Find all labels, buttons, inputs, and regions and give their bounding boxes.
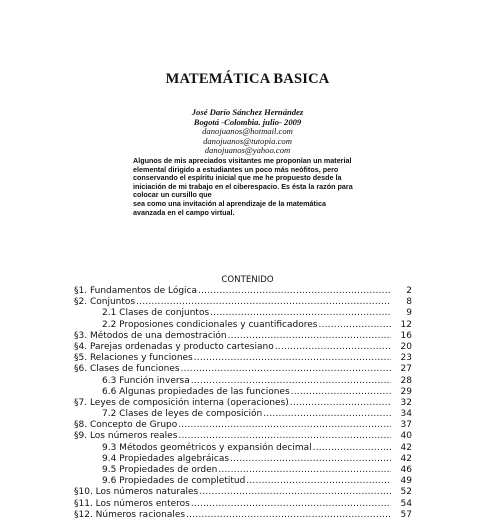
toc-entry-page: 8: [406, 297, 412, 308]
intro-paragraph: [133, 157, 377, 217]
toc-entry-page: 49: [400, 476, 412, 487]
toc-leader-dots: [210, 308, 391, 319]
toc-entry-label: §9. Los números reales: [74, 431, 178, 442]
toc-entry-label: §4. Parejas ordenadas y producto cartesiano: [74, 341, 274, 352]
toc-entry-label: §12. Números racionales: [74, 509, 186, 520]
toc-entry-label: §8. Concepto de Grupo: [74, 420, 178, 431]
toc-entry-page: 9: [406, 308, 412, 319]
toc-leader-dots: [136, 297, 391, 308]
toc-entry-page: 16: [400, 330, 412, 341]
toc-entry-page: 46: [400, 465, 412, 475]
toc-entry-label: §6. Clases de funciones: [74, 364, 180, 375]
toc-entry-page: 57: [400, 509, 412, 520]
toc-entry-label: §5. Relaciones y funciones: [74, 353, 193, 364]
toc-entry: [74, 286, 412, 297]
toc-entry-page: 2: [406, 286, 412, 296]
author-place-date: Bogotá -Colombia. julio- 2009: [193, 116, 302, 127]
intro-line: colocar un cursillo que: [133, 190, 212, 200]
toc-entry-page: 12: [400, 319, 412, 330]
intro-line: Algunos de mis apreciados visitantes me proponían un material: [133, 156, 352, 165]
toc-entry-page: 34: [400, 409, 412, 420]
toc-entry-page: 29: [400, 386, 412, 397]
toc-leader-dots: [191, 499, 391, 510]
intro-line: avanzada en el campo virtual.: [133, 207, 235, 217]
toc-entry-page: 42: [400, 442, 412, 453]
toc-entry-page: 42: [400, 453, 412, 464]
toc-entry: [74, 443, 412, 454]
toc-entry: [74, 320, 412, 331]
toc-entry-label: 9.5 Propiedades de orden: [102, 465, 218, 475]
toc-leader-dots: [198, 286, 391, 297]
toc-entry-page: 37: [400, 420, 412, 431]
toc-entry: [74, 308, 412, 319]
author-email: danojuanos@yahoo.com: [204, 145, 291, 156]
toc-entry: [74, 476, 412, 487]
toc-entry: [74, 420, 412, 431]
toc-leader-dots: [181, 364, 391, 375]
intro-line: conservando el espíritu inicial que me he propuesto desde la: [133, 173, 342, 183]
toc-entry-label: 9.4 Propiedades algebráicas: [102, 453, 230, 464]
toc-entry-label: 6.6 Algunas propiedades de las funciones: [102, 386, 290, 397]
toc-entry: [74, 465, 412, 476]
toc-heading: CONTENIDO: [221, 275, 274, 285]
toc-entry: [74, 510, 412, 521]
toc-entry-page: 20: [400, 341, 412, 352]
toc-entry: [74, 387, 412, 398]
toc-entry: [74, 409, 412, 420]
intro-line: sea como una invitación al aprendizaje de la matemática: [133, 198, 326, 208]
toc-entry: [74, 398, 412, 409]
author-block: [0, 108, 495, 156]
toc-leader-dots: [290, 398, 391, 409]
toc-entry-page: 27: [400, 364, 412, 375]
toc-entry-page: 40: [400, 431, 412, 442]
toc-leader-dots: [275, 342, 391, 353]
toc-leader-dots: [228, 331, 391, 342]
toc-entry-label: §1. Fundamentos de Lógica: [74, 286, 198, 296]
toc-leader-dots: [263, 409, 391, 420]
toc-entry: [74, 499, 412, 510]
author-email: danojuanos@tutopia.com: [203, 135, 292, 146]
toc-leader-dots: [194, 353, 391, 364]
toc-leader-dots: [178, 431, 391, 442]
author-email: danojuanos@hotmail.com: [202, 126, 293, 137]
toc-leader-dots: [199, 487, 391, 498]
toc-leader-dots: [218, 465, 391, 476]
toc-entry-label: 6.3 Función inversa: [102, 375, 190, 386]
toc-entry-label: §3. Métodos de una demostración: [74, 330, 227, 341]
toc-leader-dots: [230, 454, 391, 465]
toc-leader-dots: [313, 443, 391, 454]
toc-leader-dots: [318, 320, 391, 331]
toc-leader-dots: [291, 387, 391, 398]
toc-entry-page: 52: [400, 487, 412, 498]
toc-entry: [74, 353, 412, 364]
toc-entry: [74, 376, 412, 387]
toc-entry-label: 2.2 Proposiones condicionales y cuantificadores: [102, 319, 318, 330]
intro-line: elemental dirigido a estudiantes un poco más neófitos, pero: [133, 164, 339, 174]
toc-entry: [74, 431, 412, 442]
document-title: MATEMÁTICA BASICA: [165, 71, 330, 87]
toc-entry-label: 9.6 Propiedades de completitud: [102, 476, 246, 487]
toc-leader-dots: [191, 376, 391, 387]
toc-entry: [74, 454, 412, 465]
toc-leader-dots: [246, 476, 391, 487]
toc-leader-dots: [178, 420, 391, 431]
toc-entry-label: 7.2 Clases de leyes de composición: [102, 409, 263, 420]
toc-entry-label: §2. Conjuntos: [74, 297, 136, 308]
toc-entry-label: 2.1 Clases de conjuntos: [102, 308, 210, 319]
toc-entry: [74, 331, 412, 342]
table-of-contents: [74, 286, 412, 521]
author-name: José Darío Sánchez Hernández: [191, 107, 304, 117]
toc-entry-page: 54: [400, 498, 412, 509]
intro-line: iniciación de mi trabajo en el ciberespacio. Es ésta la razón para: [133, 181, 353, 191]
toc-entry-label: 9.3 Métodos geométricos y expansión decimal: [102, 442, 312, 453]
toc-entry: [74, 364, 412, 375]
toc-entry-page: 28: [400, 375, 412, 386]
toc-entry-label: §7. Leyes de composición interna (operaciones): [74, 397, 289, 408]
toc-leader-dots: [186, 510, 391, 521]
toc-entry: [74, 297, 412, 308]
toc-entry: [74, 487, 412, 498]
toc-entry: [74, 342, 412, 353]
toc-entry-page: 32: [400, 397, 412, 408]
toc-entry-page: 23: [400, 353, 412, 364]
toc-entry-label: §10. Los números naturales: [74, 487, 199, 498]
toc-entry-label: §11. Los números enteros: [74, 498, 190, 509]
